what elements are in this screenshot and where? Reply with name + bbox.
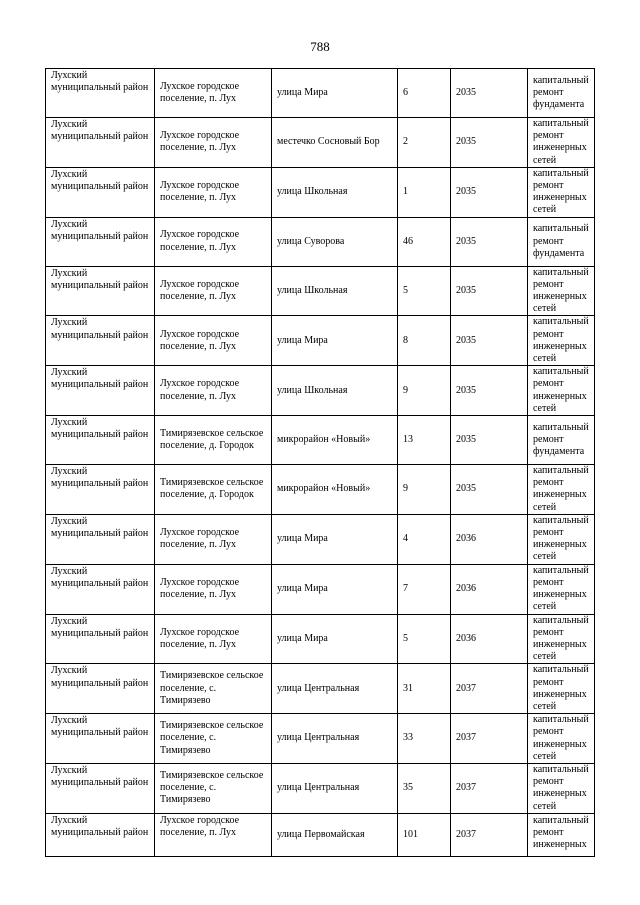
year-cell: 2037 (451, 763, 528, 813)
table-row (46, 465, 595, 515)
settlement-cell: Тимирязевское сельское поселение, с. Тимирязево (155, 664, 272, 714)
settlement-cell: Лухское городское поселение, п. Лух (155, 69, 272, 118)
settlement-cell: Лухское городское поселение, п. Лух (155, 813, 272, 856)
year-cell: 2035 (451, 416, 528, 465)
year-cell: 2035 (451, 118, 528, 168)
year-cell: 2035 (451, 366, 528, 416)
table-row (46, 167, 595, 217)
work-type-cell: капитальный ремонт инженерных сетей (528, 366, 595, 416)
house-number-cell: 35 (398, 763, 451, 813)
street-cell: улица Центральная (272, 714, 398, 764)
settlement-cell: Лухское городское поселение, п. Лух (155, 316, 272, 366)
district-cell: Лухский муниципальный район (46, 514, 155, 564)
street-cell: улица Суворова (272, 217, 398, 266)
table-row (46, 614, 595, 664)
house-number-cell: 101 (398, 813, 451, 856)
work-type-cell: капитальный ремонт инженерных сетей (528, 118, 595, 168)
register-table (45, 68, 595, 857)
settlement-cell: Тимирязевское сельское поселение, д. Городок (155, 416, 272, 465)
street-cell: улица Мира (272, 614, 398, 664)
work-type-cell: капитальный ремонт инженерных сетей (528, 465, 595, 515)
house-number-cell: 6 (398, 69, 451, 118)
street-cell: улица Центральная (272, 664, 398, 714)
work-type-cell: капитальный ремонт инженерных сетей (528, 266, 595, 316)
settlement-cell: Тимирязевское сельское поселение, д. Городок (155, 465, 272, 515)
street-cell: улица Мира (272, 564, 398, 614)
district-cell: Лухский муниципальный район (46, 714, 155, 764)
table-row (46, 564, 595, 614)
table-row (46, 714, 595, 764)
house-number-cell: 1 (398, 167, 451, 217)
table-row (46, 69, 595, 118)
district-cell: Лухский муниципальный район (46, 316, 155, 366)
street-cell: улица Школьная (272, 167, 398, 217)
settlement-cell: Лухское городское поселение, п. Лух (155, 564, 272, 614)
house-number-cell: 4 (398, 514, 451, 564)
work-type-cell: капитальный ремонт фундамента (528, 69, 595, 118)
street-cell: улица Школьная (272, 266, 398, 316)
year-cell: 2037 (451, 714, 528, 764)
work-type-cell: капитальный ремонт инженерных сетей (528, 714, 595, 764)
street-cell: микрорайон «Новый» (272, 465, 398, 515)
year-cell: 2036 (451, 514, 528, 564)
street-cell: улица Центральная (272, 763, 398, 813)
house-number-cell: 5 (398, 614, 451, 664)
street-cell: улица Первомайская (272, 813, 398, 856)
table-row (46, 763, 595, 813)
work-type-cell: капитальный ремонт инженерных сетей (528, 316, 595, 366)
work-type-cell: капитальный ремонт фундамента (528, 416, 595, 465)
district-cell: Лухский муниципальный район (46, 217, 155, 266)
settlement-cell: Лухское городское поселение, п. Лух (155, 366, 272, 416)
house-number-cell: 13 (398, 416, 451, 465)
district-cell: Лухский муниципальный район (46, 118, 155, 168)
work-type-cell: капитальный ремонт инженерных сетей (528, 763, 595, 813)
register-table-body (46, 69, 595, 857)
table-row (46, 664, 595, 714)
district-cell: Лухский муниципальный район (46, 465, 155, 515)
year-cell: 2035 (451, 266, 528, 316)
house-number-cell: 9 (398, 366, 451, 416)
district-cell: Лухский муниципальный район (46, 266, 155, 316)
work-type-cell: капитальный ремонт инженерных (528, 813, 595, 856)
settlement-cell: Тимирязевское сельское поселение, с. Тимирязево (155, 763, 272, 813)
year-cell: 2037 (451, 813, 528, 856)
district-cell: Лухский муниципальный район (46, 167, 155, 217)
street-cell: улица Мира (272, 316, 398, 366)
work-type-cell: капитальный ремонт инженерных сетей (528, 167, 595, 217)
table-row (46, 416, 595, 465)
house-number-cell: 9 (398, 465, 451, 515)
work-type-cell: капитальный ремонт инженерных сетей (528, 564, 595, 614)
district-cell: Лухский муниципальный район (46, 416, 155, 465)
street-cell: улица Мира (272, 69, 398, 118)
settlement-cell: Лухское городское поселение, п. Лух (155, 514, 272, 564)
settlement-cell: Лухское городское поселение, п. Лух (155, 217, 272, 266)
district-cell: Лухский муниципальный район (46, 564, 155, 614)
table-row (46, 118, 595, 168)
district-cell: Лухский муниципальный район (46, 763, 155, 813)
settlement-cell: Лухское городское поселение, п. Лух (155, 118, 272, 168)
year-cell: 2037 (451, 664, 528, 714)
street-cell: улица Мира (272, 514, 398, 564)
year-cell: 2036 (451, 564, 528, 614)
district-cell: Лухский муниципальный район (46, 614, 155, 664)
house-number-cell: 33 (398, 714, 451, 764)
street-cell: улица Школьная (272, 366, 398, 416)
settlement-cell: Тимирязевское сельское поселение, с. Тимирязево (155, 714, 272, 764)
year-cell: 2035 (451, 167, 528, 217)
year-cell: 2035 (451, 316, 528, 366)
table-row (46, 514, 595, 564)
house-number-cell: 5 (398, 266, 451, 316)
year-cell: 2036 (451, 614, 528, 664)
table-row (46, 266, 595, 316)
street-cell: местечко Сосновый Бор (272, 118, 398, 168)
table-row (46, 813, 595, 856)
year-cell: 2035 (451, 217, 528, 266)
house-number-cell: 8 (398, 316, 451, 366)
year-cell: 2035 (451, 465, 528, 515)
work-type-cell: капитальный ремонт инженерных сетей (528, 514, 595, 564)
year-cell: 2035 (451, 69, 528, 118)
settlement-cell: Лухское городское поселение, п. Лух (155, 167, 272, 217)
district-cell: Лухский муниципальный район (46, 813, 155, 856)
district-cell: Лухский муниципальный район (46, 366, 155, 416)
house-number-cell: 7 (398, 564, 451, 614)
table-row (46, 316, 595, 366)
page-number: 788 (310, 39, 330, 54)
table-row (46, 217, 595, 266)
street-cell: микрорайон «Новый» (272, 416, 398, 465)
work-type-cell: капитальный ремонт инженерных сетей (528, 664, 595, 714)
house-number-cell: 2 (398, 118, 451, 168)
work-type-cell: капитальный ремонт инженерных сетей (528, 614, 595, 664)
district-cell: Лухский муниципальный район (46, 664, 155, 714)
house-number-cell: 31 (398, 664, 451, 714)
house-number-cell: 46 (398, 217, 451, 266)
district-cell: Лухский муниципальный район (46, 69, 155, 118)
table-row (46, 366, 595, 416)
work-type-cell: капитальный ремонт фундамента (528, 217, 595, 266)
settlement-cell: Лухское городское поселение, п. Лух (155, 614, 272, 664)
settlement-cell: Лухское городское поселение, п. Лух (155, 266, 272, 316)
